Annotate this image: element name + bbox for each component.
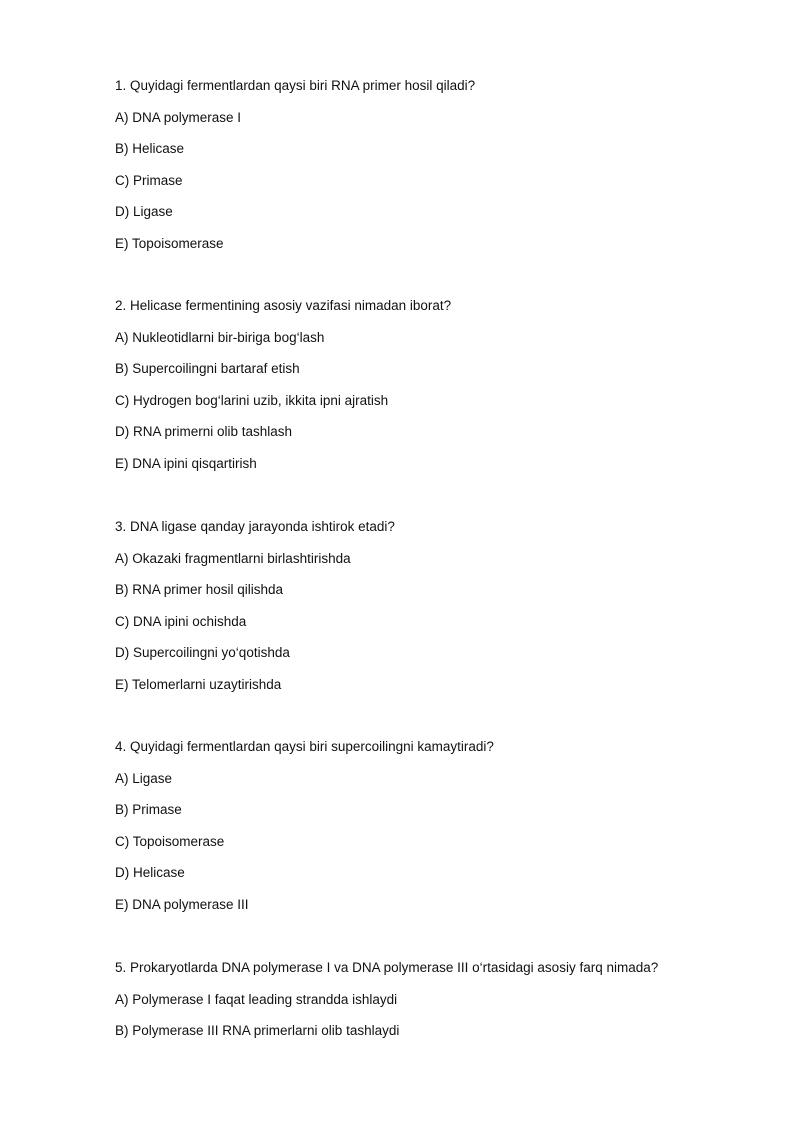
answer-option-a: A) Polymerase I faqat leading strandda ishlaydi <box>115 991 398 1007</box>
answer-option-a: A) Nukleotidlarni bir-biriga bog‘lash <box>115 329 325 345</box>
answer-option-e: E) Topoisomerase <box>115 235 224 251</box>
answer-option-d: D) Helicase <box>115 865 185 881</box>
answer-option-c: C) Hydrogen bog‘larini uzib, ikkita ipni ajratish <box>115 392 389 408</box>
answer-option-e: E) DNA ipini qisqartirish <box>115 455 257 471</box>
question-text: 2. Helicase fermentining asosiy vazifasi nimadan iborat? <box>115 298 452 313</box>
question-text: 3. DNA ligase qanday jarayonda ishtirok etadi? <box>115 519 395 534</box>
answer-option-c: C) Primase <box>115 172 183 188</box>
answer-option-b: B) Supercoilingni bartaraf etish <box>115 361 300 377</box>
answer-option-e: E) Telomerlarni uzaytirishda <box>115 676 282 692</box>
answer-option-e: E) DNA polymerase III <box>115 896 249 912</box>
answer-option-d: D) Ligase <box>115 204 173 220</box>
answer-option-a: A) Okazaki fragmentlarni birlashtirishda <box>115 550 351 566</box>
question-text: 5. Prokaryotlarda DNA polymerase I va DNA polymerase III o‘rtasidagi asosiy farq nimada? <box>115 960 659 975</box>
question-block-2 <box>115 297 755 473</box>
answer-option-c: C) Topoisomerase <box>115 833 225 849</box>
answer-option-d: D) RNA primerni olib tashlash <box>115 424 293 440</box>
answer-option-b: B) Helicase <box>115 141 185 157</box>
answer-option-a: A) DNA polymerase I <box>115 109 242 125</box>
question-block-1 <box>115 77 755 253</box>
answer-option-b: B) RNA primer hosil qilishda <box>115 582 284 598</box>
question-block-3 <box>115 518 755 694</box>
answer-option-a: A) Ligase <box>115 770 173 786</box>
question-block-5 <box>115 959 755 1040</box>
answer-option-b: B) Primase <box>115 802 182 818</box>
question-text: 1. Quyidagi fermentlardan qaysi biri RNA primer hosil qiladi? <box>115 78 476 93</box>
answer-option-c: C) DNA ipini ochishda <box>115 613 247 629</box>
question-text: 4. Quyidagi fermentlardan qaysi biri supercoilingni kamaytiradi? <box>115 739 494 754</box>
question-block-4 <box>115 738 755 914</box>
answer-option-d: D) Supercoilingni yo‘qotishda <box>115 645 290 661</box>
answer-option-b: B) Polymerase III RNA primerlarni olib tashlaydi <box>115 1023 400 1039</box>
